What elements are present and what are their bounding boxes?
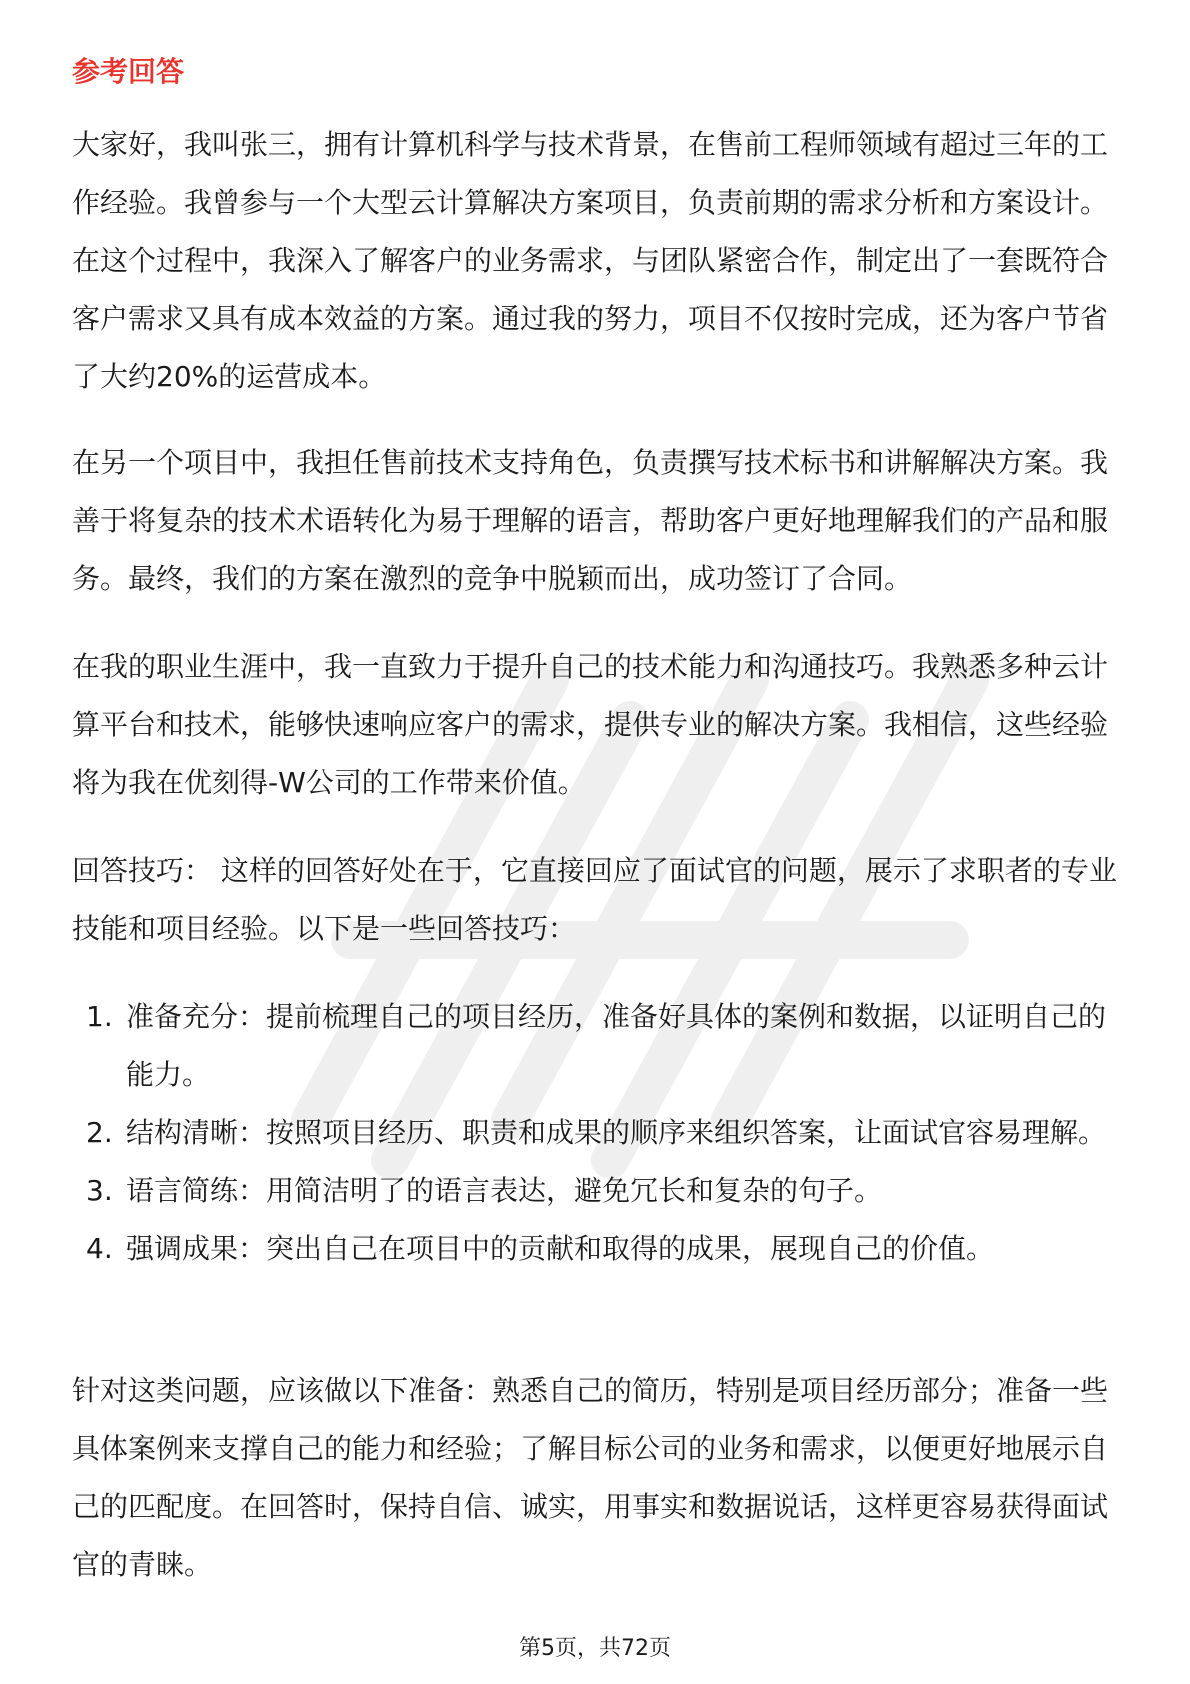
list-item-text: 强调成果：突出自己在项目中的贡献和取得的成果，展现自己的价值。 bbox=[126, 1232, 995, 1265]
preparation-paragraph: 针对这类问题，应该做以下准备：熟悉自己的简历，特别是项目经历部分；准备一些具体案例来支撑自己的能力和经验；了解目标公司的业务和需求，以便更好地展示自己的匹配度。在回答时，保持自信、诚实，用事实和数据说话，这样更容易获得面试官的青睐。 bbox=[72, 1374, 1109, 1581]
list-item bbox=[72, 1162, 1122, 1220]
list-item bbox=[72, 1220, 1122, 1278]
list-item bbox=[72, 1104, 1122, 1162]
answer-paragraph-3: 在我的职业生涯中，我一直致力于提升自己的技术能力和沟通技巧。我熟悉多种云计算平台和技术，能够快速响应客户的需求，提供专业的解决方案。我相信，这些经验将为我在优刻得-W公司的工作带来价值。 bbox=[72, 650, 1109, 799]
tips-list bbox=[72, 988, 1122, 1278]
list-item-text: 结构清晰：按照项目经历、职责和成果的顺序来组织答案，让面试官容易理解。 bbox=[126, 1116, 1107, 1149]
list-number: 2. bbox=[86, 1116, 113, 1149]
answer-paragraph-2: 在另一个项目中，我担任售前技术支持角色，负责撰写技术标书和讲解解决方案。我善于将复杂的技术术语转化为易于理解的语言，帮助客户更好地理解我们的产品和服务。最终，我们的方案在激烈的竞争中脱颖而出，成功签订了合同。 bbox=[72, 446, 1109, 595]
list-number: 3. bbox=[86, 1174, 113, 1207]
answer-paragraph-1: 大家好，我叫张三，拥有计算机科学与技术背景，在售前工程师领域有超过三年的工作经验。我曾参与一个大型云计算解决方案项目，负责前期的需求分析和方案设计。在这个过程中，我深入了解客户的业务需求，与团队紧密合作，制定出了一套既符合客户需求又具有成本效益的方案。通过我的努力，项目不仅按时完成，还为客户节省了大约20%的运营成本。 bbox=[72, 128, 1109, 393]
page-number: 第5页，共72页 bbox=[519, 1636, 671, 1661]
list-number: 4. bbox=[86, 1232, 113, 1265]
section-heading: 参考回答 bbox=[72, 55, 185, 88]
list-item-text: 语言简练：用简洁明了的语言表达，避免冗长和复杂的句子。 bbox=[126, 1174, 883, 1207]
tips-intro-paragraph: 回答技巧： 这样的回答好处在于，它直接回应了面试官的问题，展示了求职者的专业技能和项目经验。以下是一些回答技巧： bbox=[72, 854, 1117, 945]
list-item bbox=[72, 988, 1122, 1104]
list-number: 1. bbox=[86, 1000, 113, 1033]
list-item-text: 准备充分：提前梳理自己的项目经历，准备好具体的案例和数据，以证明自己的能力。 bbox=[126, 1000, 1107, 1091]
